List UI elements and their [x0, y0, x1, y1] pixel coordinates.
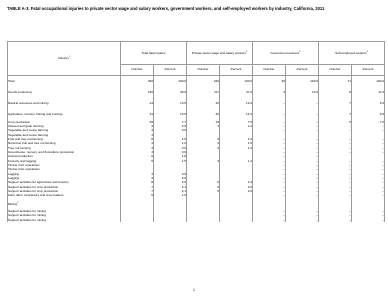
group-header-self-employed: Self-employed workers$^4$ — [319, 42, 385, 65]
subheader-percent: Percent — [154, 65, 187, 76]
row-label: Support activities for crop production — [8, 185, 121, 189]
table-row — [8, 98, 385, 109]
row-label: Fruit and tree nut farming — [8, 137, 121, 141]
cell-number: – — [319, 209, 352, 213]
cell-percent: – — [352, 124, 385, 128]
cell-number: – — [319, 190, 352, 194]
row-label: Animal production — [8, 155, 121, 159]
subheader-percent: Percent — [220, 65, 253, 76]
cell-percent: – — [352, 176, 385, 180]
subheader-number: Number — [121, 65, 154, 76]
cell-percent: 100.0 — [352, 76, 385, 88]
cell-number: – — [253, 146, 286, 150]
cell-percent — [220, 218, 253, 222]
row-label: Oilseed and grain farming — [8, 124, 121, 128]
cell-percent: 2.5 — [154, 181, 187, 185]
cell-percent: – — [286, 155, 319, 159]
row-label: Tree nut farming — [8, 146, 121, 150]
cell-percent: – — [352, 218, 385, 222]
cell-percent: – — [286, 172, 319, 176]
cell-percent: 12.9 — [220, 109, 253, 120]
cell-number: – — [319, 181, 352, 185]
cell-percent: 0.9 — [154, 176, 187, 180]
cell-number: 3 — [121, 176, 154, 180]
cell-number: 44 — [121, 98, 154, 109]
cell-number: – — [319, 163, 352, 167]
cell-percent: 47.0 — [220, 87, 253, 98]
cell-number: 7 — [319, 98, 352, 109]
cell-number: – — [253, 137, 286, 141]
cell-percent — [220, 198, 253, 209]
cell-number: 5 — [121, 194, 154, 198]
row-label: Support activities for mining — [8, 214, 121, 218]
cell-number: 30 — [253, 76, 286, 88]
row-label: Vegetable and melon farming — [8, 129, 121, 133]
cell-percent: – — [352, 150, 385, 154]
subheader-number: Number — [253, 65, 286, 76]
cell-percent: – — [352, 142, 385, 146]
cell-number: 8 — [121, 181, 154, 185]
cell-percent: 13.5 — [154, 109, 187, 120]
cell-number: – — [253, 155, 286, 159]
data-table — [7, 41, 385, 222]
table-title: TABLE A-3. Fatal occupational injuries to private sector wage and salary workers, government workers, and self-employed workers by industry, California, 2011 — [7, 6, 325, 11]
cell-number: – — [253, 124, 286, 128]
cell-number: – — [253, 172, 286, 176]
cell-number: – — [253, 209, 286, 213]
cell-number: – — [319, 172, 352, 176]
subheader-percent: Percent — [286, 65, 319, 76]
cell-number: – — [319, 168, 352, 172]
group-header-private: Private sector wage and salary workers$^2$ — [187, 42, 253, 65]
row-label: Forestry and logging — [8, 159, 121, 163]
cell-number: – — [253, 159, 286, 163]
row-label: Vegetable and melon farming — [8, 133, 121, 137]
cell-number — [319, 198, 352, 209]
cell-number: – — [253, 129, 286, 133]
cell-number: 117 — [187, 87, 220, 98]
cell-number: – — [319, 137, 352, 141]
cell-number: – — [253, 185, 286, 189]
cell-number: – — [319, 214, 352, 218]
cell-percent: – — [286, 214, 319, 218]
cell-number: – — [253, 214, 286, 218]
row-label: Greenhouse, nursery, and floriculture production — [8, 150, 121, 154]
cell-number: 44 — [121, 109, 154, 120]
cell-percent: 7.6 — [220, 120, 253, 124]
cell-percent: – — [286, 137, 319, 141]
cell-percent: 10.0 — [286, 87, 319, 98]
table-row — [8, 87, 385, 98]
cell-percent: – — [286, 124, 319, 128]
cell-percent: – — [286, 190, 319, 194]
group-header-government: Government workers$^3$ — [253, 42, 319, 65]
cell-percent: 2.0 — [220, 190, 253, 194]
cell-percent: 2.4 — [220, 137, 253, 141]
table-row — [8, 198, 385, 209]
cell-number: 3 — [121, 129, 154, 133]
cell-percent: – — [286, 163, 319, 167]
cell-percent: – — [286, 194, 319, 198]
cell-percent: – — [352, 159, 385, 163]
cell-number: – — [253, 190, 286, 194]
cell-percent: 2.1 — [154, 190, 187, 194]
cell-number: – — [319, 124, 352, 128]
row-label: Crop production — [8, 120, 121, 124]
cell-percent: 39.9 — [154, 87, 187, 98]
cell-number — [121, 218, 154, 222]
cell-percent: – — [286, 209, 319, 213]
cell-number: 3 — [121, 133, 154, 137]
cell-percent: 2.0 — [220, 185, 253, 189]
cell-number: 7 — [319, 109, 352, 120]
cell-percent: 2.1 — [154, 185, 187, 189]
cell-number: – — [253, 150, 286, 154]
cell-percent: – — [286, 146, 319, 150]
cell-percent: 1.5 — [154, 194, 187, 198]
cell-number: – — [253, 120, 286, 124]
row-label: Agriculture, forestry, fishing and hunting — [8, 109, 121, 120]
cell-percent — [154, 198, 187, 209]
cell-number: 5 — [121, 159, 154, 163]
cell-number — [253, 198, 286, 209]
cell-number: – — [253, 194, 286, 198]
cell-number: – — [253, 142, 286, 146]
row-label: Mining$^5$ — [8, 198, 121, 209]
cell-percent: – — [352, 209, 385, 213]
cell-percent — [154, 218, 187, 222]
cell-percent: – — [352, 190, 385, 194]
cell-number: 25 — [121, 120, 154, 124]
cell-percent: 0.9 — [154, 172, 187, 176]
cell-number: – — [319, 150, 352, 154]
cell-number: 32 — [187, 98, 220, 109]
cell-percent: – — [352, 129, 385, 133]
cell-percent: – — [286, 129, 319, 133]
cell-percent: – — [352, 146, 385, 150]
row-label: Total — [8, 76, 121, 88]
table-row — [8, 109, 385, 120]
row-label: Support activities for mining — [8, 209, 121, 213]
cell-percent: – — [286, 120, 319, 124]
cell-percent: 13.5 — [154, 98, 187, 109]
row-label: Noncitrus fruit and tree nut farming — [8, 142, 121, 146]
cell-number: 130 — [121, 87, 154, 98]
cell-percent: 0.9 — [154, 150, 187, 154]
cell-number: 6 — [121, 155, 154, 159]
subheader-percent: Percent — [352, 65, 385, 76]
cell-number: 7 — [121, 185, 154, 189]
cell-percent: – — [286, 159, 319, 163]
cell-percent: – — [286, 142, 319, 146]
table-row — [8, 218, 385, 222]
subheader-number: Number — [187, 65, 220, 76]
table-body — [8, 76, 385, 223]
cell-number: – — [253, 163, 286, 167]
cell-number: 3 — [187, 159, 220, 163]
cell-number: 3 — [253, 87, 286, 98]
cell-number: – — [319, 146, 352, 150]
cell-percent: – — [352, 172, 385, 176]
cell-number: 6 — [187, 137, 220, 141]
row-label: Timber tract operations — [8, 168, 121, 172]
cell-percent: 1.6 — [220, 142, 253, 146]
cell-percent: 1.2 — [220, 146, 253, 150]
cell-percent: – — [352, 163, 385, 167]
cell-number: 4 — [187, 142, 220, 146]
cell-percent: – — [286, 150, 319, 154]
row-label: Support activities for mining — [8, 218, 121, 222]
cell-percent: 2.4 — [220, 181, 253, 185]
cell-number: 3 — [121, 150, 154, 154]
cell-percent: – — [352, 137, 385, 141]
group-header-total: Total fatal injuries — [121, 42, 187, 65]
cell-percent: – — [286, 181, 319, 185]
cell-percent: 9.9 — [352, 98, 385, 109]
cell-number — [187, 198, 220, 209]
row-label: Goods producing — [8, 87, 121, 98]
cell-number: 5 — [187, 185, 220, 189]
cell-percent: – — [286, 218, 319, 222]
cell-number: – — [319, 129, 352, 133]
cell-number: 8 — [319, 87, 352, 98]
cell-number: 19 — [187, 120, 220, 124]
cell-number: 4 — [121, 142, 154, 146]
cell-percent: – — [352, 185, 385, 189]
cell-percent: – — [352, 181, 385, 185]
cell-number: 5 — [187, 190, 220, 194]
cell-percent: 7.7 — [154, 120, 187, 124]
cell-number: – — [253, 98, 286, 109]
cell-percent: 1.2 — [220, 159, 253, 163]
cell-number: 3 — [121, 124, 154, 128]
cell-number: 3 — [187, 124, 220, 128]
cell-percent: 2.5 — [154, 137, 187, 141]
cell-percent: 100.0 — [154, 76, 187, 88]
cell-number: – — [253, 109, 286, 120]
cell-percent: 100.0 — [220, 76, 253, 88]
cell-percent: – — [286, 185, 319, 189]
cell-number: 6 — [187, 181, 220, 185]
cell-number: – — [319, 176, 352, 180]
cell-number: 8 — [121, 137, 154, 141]
page-number: 1 — [193, 288, 195, 292]
cell-number: – — [319, 218, 352, 222]
cell-percent: 11.3 — [352, 87, 385, 98]
cell-number: 32 — [187, 109, 220, 120]
cell-percent: – — [286, 168, 319, 172]
cell-number: – — [319, 159, 352, 163]
cell-number: – — [253, 218, 286, 222]
cell-percent: 1.8 — [154, 155, 187, 159]
cell-percent: – — [352, 168, 385, 172]
cell-percent: 7.0 — [352, 120, 385, 124]
industry-column-header: Industry$^1$ — [8, 42, 121, 76]
cell-number: – — [319, 194, 352, 198]
cell-number: – — [253, 181, 286, 185]
cell-percent: 0.9 — [154, 129, 187, 133]
cell-percent: – — [352, 194, 385, 198]
cell-number — [121, 198, 154, 209]
cell-percent: – — [352, 214, 385, 218]
row-label: Logging — [8, 172, 121, 176]
subheader-number: Number — [319, 65, 352, 76]
cell-percent: 0.9 — [154, 146, 187, 150]
cell-number: – — [253, 168, 286, 172]
cell-number: 3 — [121, 172, 154, 176]
cell-number: 71 — [319, 76, 352, 88]
cell-percent: – — [286, 109, 319, 120]
cell-percent: 100.0 — [286, 76, 319, 88]
cell-percent: – — [286, 98, 319, 109]
cell-percent: 12.9 — [220, 98, 253, 109]
cell-number: – — [253, 176, 286, 180]
row-label: Timber tract operations — [8, 163, 121, 167]
cell-percent — [352, 198, 385, 209]
row-label: Farm labor contractors and crew leaders — [8, 194, 121, 198]
cell-percent: 9.9 — [352, 109, 385, 120]
cell-number: 326 — [121, 76, 154, 88]
table-row — [8, 76, 385, 88]
cell-percent: 1.2 — [220, 124, 253, 128]
cell-percent: 1.5 — [154, 159, 187, 163]
cell-percent: – — [286, 176, 319, 180]
cell-percent: 0.9 — [154, 124, 187, 128]
row-label: Support activities for crop production — [8, 190, 121, 194]
row-label: Support activities for agriculture and forestry — [8, 181, 121, 185]
cell-number: 249 — [187, 76, 220, 88]
cell-number — [187, 218, 220, 222]
cell-number: 3 — [121, 146, 154, 150]
cell-percent: 1.2 — [154, 142, 187, 146]
cell-number: – — [319, 185, 352, 189]
cell-number: 3 — [187, 146, 220, 150]
cell-percent — [286, 198, 319, 209]
row-label: Logging — [8, 176, 121, 180]
cell-number: – — [319, 142, 352, 146]
cell-number: 7 — [121, 190, 154, 194]
row-label: Natural resources and mining — [8, 98, 121, 109]
cell-number: 5 — [319, 120, 352, 124]
